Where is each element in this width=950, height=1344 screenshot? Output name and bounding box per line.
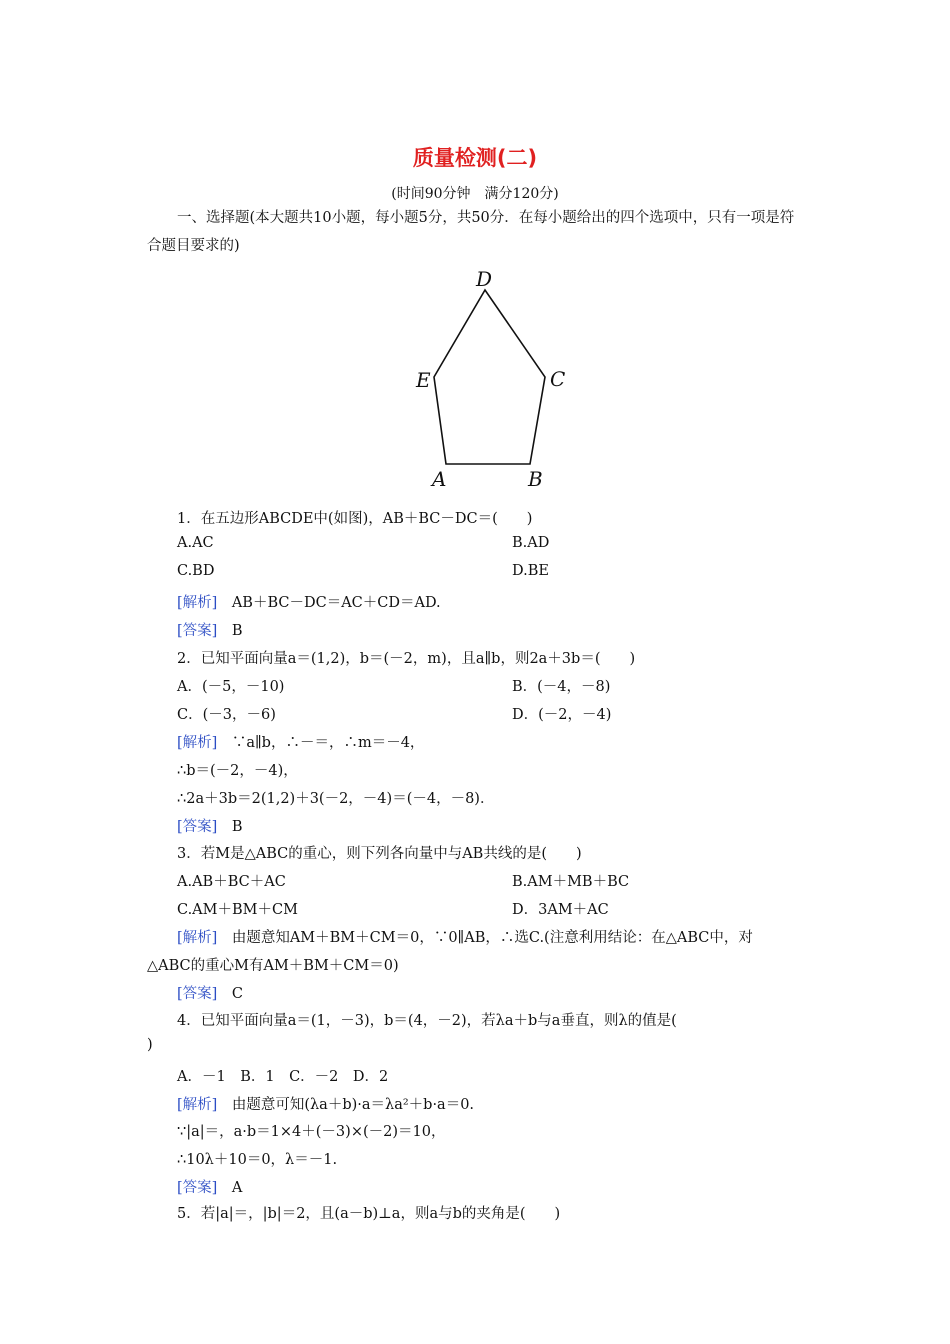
page-title: 质量检测(二) [412, 146, 538, 170]
q5-stem: 5．若|a|＝，|b|＝2，且(a－b)⊥a，则a与b的夹角是( ) [177, 1206, 561, 1222]
analysis-tag: [解析] [177, 595, 218, 611]
q2-option-d: D．(－2，－4) [512, 707, 612, 723]
analysis-text: ∵a∥b，∴－＝，∴m＝－4， [231, 735, 425, 751]
q2-stem: 2．已知平面向量a＝(1,2)，b＝(－2，m)，且a∥b，则2a＋3b＝( ) [177, 651, 636, 667]
q3-analysis [177, 926, 753, 947]
q4-analysis [177, 1093, 474, 1114]
q2-analysis-line2: ∴b＝(－2，－4)， [177, 763, 298, 779]
q4-options: A．－1 B．1 C．－2 D．2 [177, 1069, 389, 1085]
q4-analysis-line3: ∴10λ＋10＝0，λ＝－1. [177, 1152, 338, 1168]
vertex-label-a: A [432, 467, 447, 491]
q2-option-c: C．(－3，－6) [177, 707, 276, 723]
analysis-text: 由题意可知(λa＋b)·a＝λa²＋b·a＝0. [231, 1097, 475, 1113]
q3-option-a: A.AB＋BC＋AC [177, 874, 286, 890]
q1-option-c: C.BD [177, 563, 215, 579]
q1-stem: 1．在五边形ABCDE中(如图)，AB＋BC－DC＝( ) [177, 511, 533, 527]
answer-tag: [答案] [177, 819, 218, 835]
analysis-text: AB＋BC－DC＝AC＋CD＝AD. [231, 595, 441, 611]
q3-answer [177, 982, 243, 1003]
q3-analysis-line2: △ABC的重心M有AM＋BM＋CM＝0) [147, 958, 399, 974]
analysis-text: 由题意知AM＋BM＋CM＝0，∵0∥AB，∴选C.(注意利用结论：在△ABC中，对 [231, 930, 753, 946]
q4-answer [177, 1176, 242, 1197]
answer-tag: [答案] [177, 1180, 218, 1196]
answer-text: C [231, 986, 243, 1002]
q2-option-a: A．(－5，－10) [177, 679, 285, 695]
answer-text: B [231, 623, 243, 639]
section-intro: 一、选择题(本大题共10小题，每小题5分，共50分．在每小题给出的四个选项中，只有一项是符合题目要求的) [147, 210, 795, 254]
q2-analysis [177, 731, 424, 752]
vertex-label-b: B [528, 467, 543, 491]
answer-text: B [231, 819, 243, 835]
pentagon-shape [434, 290, 545, 464]
q1-analysis [177, 591, 441, 612]
answer-tag: [答案] [177, 986, 218, 1002]
q2-option-b: B．(－4，－8) [512, 679, 611, 695]
analysis-tag: [解析] [177, 930, 218, 946]
q1-option-d: D.BE [512, 563, 549, 579]
q2-analysis-line3: ∴2a＋3b＝2(1,2)＋3(－2，－4)＝(－4，－8)． [177, 791, 495, 807]
analysis-tag: [解析] [177, 1097, 218, 1113]
q4-stem-cont: ) [147, 1037, 153, 1053]
q3-option-d: D．3AM＋AC [512, 902, 609, 918]
analysis-tag: [解析] [177, 735, 218, 751]
vertex-label-e: E [416, 368, 431, 392]
q2-answer [177, 815, 242, 836]
q1-option-a: A.AC [177, 535, 214, 551]
q3-option-c: C.AM＋BM＋CM [177, 902, 298, 918]
q4-stem: 4．已知平面向量a＝(1，－3)，b＝(4，－2)，若λa＋b与a垂直，则λ的值是( [177, 1013, 677, 1029]
pentagon-figure [400, 262, 580, 492]
vertex-label-c: C [550, 367, 566, 391]
q3-stem: 3．若M是△ABC的重心，则下列各向量中与AB共线的是( ) [177, 846, 582, 862]
answer-tag: [答案] [177, 623, 218, 639]
answer-text: A [231, 1180, 243, 1196]
vertex-label-d: D [476, 267, 493, 291]
q1-option-b: B.AD [512, 535, 550, 551]
q3-option-b: B.AM＋MB＋BC [512, 874, 630, 890]
q1-answer [177, 619, 242, 640]
q4-analysis-line2: ∵|a|＝，a·b＝1×4＋(－3)×(－2)＝10， [177, 1124, 446, 1140]
page-subtitle: (时间90分钟 满分120分) [391, 186, 559, 202]
